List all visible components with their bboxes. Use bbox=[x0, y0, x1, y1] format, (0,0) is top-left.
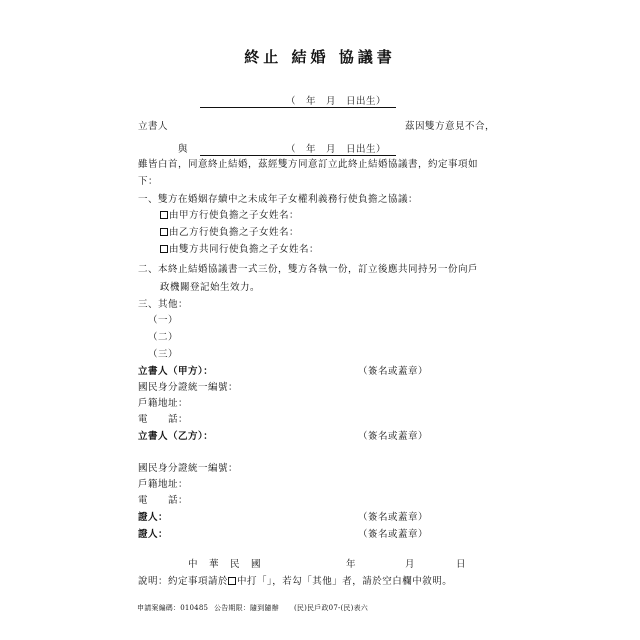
agreement-intro-line-1: 雖皆白首，同意終止結婚，茲經雙方同意訂立此終止結婚協議書，約定事項如 bbox=[138, 159, 479, 170]
document-title: 終止 結婚 協議書 bbox=[244, 48, 396, 66]
note-checkbox-icon bbox=[228, 577, 236, 585]
clause-2-line-2: 政機關登記始生效力。 bbox=[160, 282, 261, 293]
note-before: 說明：約定事項請於 bbox=[138, 576, 229, 587]
party-1-name-blank bbox=[200, 107, 296, 108]
date-month: 月 bbox=[405, 559, 416, 570]
footer-form-no: (民)民戶政07-(民)表六 bbox=[294, 604, 368, 612]
clause-2-line-1: 二、本終止結婚協議書一式三份，雙方各執一份，訂立後應共同持另一份向戶 bbox=[138, 264, 479, 275]
party-2-birth: （ 年 月 日出生） bbox=[286, 144, 387, 155]
date-year: 年 bbox=[346, 559, 357, 570]
clause-3-heading: 三、其他： bbox=[138, 299, 189, 310]
clause-1-option-1 bbox=[160, 210, 299, 222]
party-2-name-blank bbox=[200, 155, 296, 156]
clause-1-option-3 bbox=[160, 244, 319, 256]
clause-3-item-1: （一） bbox=[148, 315, 179, 326]
witness-2-label: 證人： bbox=[138, 529, 169, 540]
option-1-label: 由甲方行使負擔之子女姓名： bbox=[169, 210, 300, 221]
party-b-address-label: 戶籍地址： bbox=[138, 479, 189, 490]
party-a-label: 立書人（甲方）： bbox=[138, 366, 214, 377]
agreement-intro-line-2: 下： bbox=[138, 176, 159, 187]
date-era: 中 華 民 國 bbox=[188, 559, 262, 570]
party-b-sign: （簽名或蓋章） bbox=[358, 431, 429, 442]
footer-code: 申請案編碼：010485 bbox=[137, 604, 209, 612]
witness-1-sign: （簽名或蓋章） bbox=[358, 512, 429, 523]
party-2-prefix: 與 bbox=[178, 144, 189, 155]
date-day: 日 bbox=[456, 559, 467, 570]
option-2-label: 由乙方行使負擔之子女姓名： bbox=[169, 227, 300, 238]
witness-2-sign: （簽名或蓋章） bbox=[358, 529, 429, 540]
party-2-birth-underline bbox=[286, 155, 396, 156]
clause-1-heading: 一、雙方在婚姻存續中之未成年子女權利義務行使負擔之協議： bbox=[138, 194, 419, 205]
party-a-address-label: 戶籍地址： bbox=[138, 398, 189, 409]
party-b-id-label: 國民身分證統一編號： bbox=[138, 463, 239, 474]
clause-3-item-2: （二） bbox=[148, 332, 179, 343]
checkbox-option-1[interactable] bbox=[160, 211, 168, 219]
instruction-note bbox=[138, 576, 452, 588]
party-a-phone-label: 電 話： bbox=[138, 414, 189, 425]
intro-trail: 茲因雙方意見不合， bbox=[405, 121, 496, 132]
party-a-sign: （簽名或蓋章） bbox=[358, 366, 429, 377]
party-1-birth: （ 年 月 日出生） bbox=[286, 96, 387, 107]
option-3-label: 由雙方共同行使負擔之子女姓名： bbox=[169, 244, 320, 255]
clause-3-item-3: （三） bbox=[148, 349, 179, 360]
note-after: 中打「」，若勾「其他」者，請於空白欄中敘明。 bbox=[237, 576, 453, 587]
checkbox-option-3[interactable] bbox=[160, 245, 168, 253]
footer-period: 公告期限：隨到隨辦 bbox=[214, 604, 279, 612]
party-b-phone-label: 電 話： bbox=[138, 495, 189, 506]
clause-1-option-2 bbox=[160, 227, 299, 239]
party-1-birth-underline bbox=[286, 107, 396, 108]
witness-1-label: 證人： bbox=[138, 512, 169, 523]
checkbox-option-2[interactable] bbox=[160, 228, 168, 236]
party-a-id-label: 國民身分證統一編號： bbox=[138, 382, 239, 393]
party-b-label: 立書人（乙方）： bbox=[138, 431, 214, 442]
intro-label: 立書人 bbox=[138, 121, 169, 132]
